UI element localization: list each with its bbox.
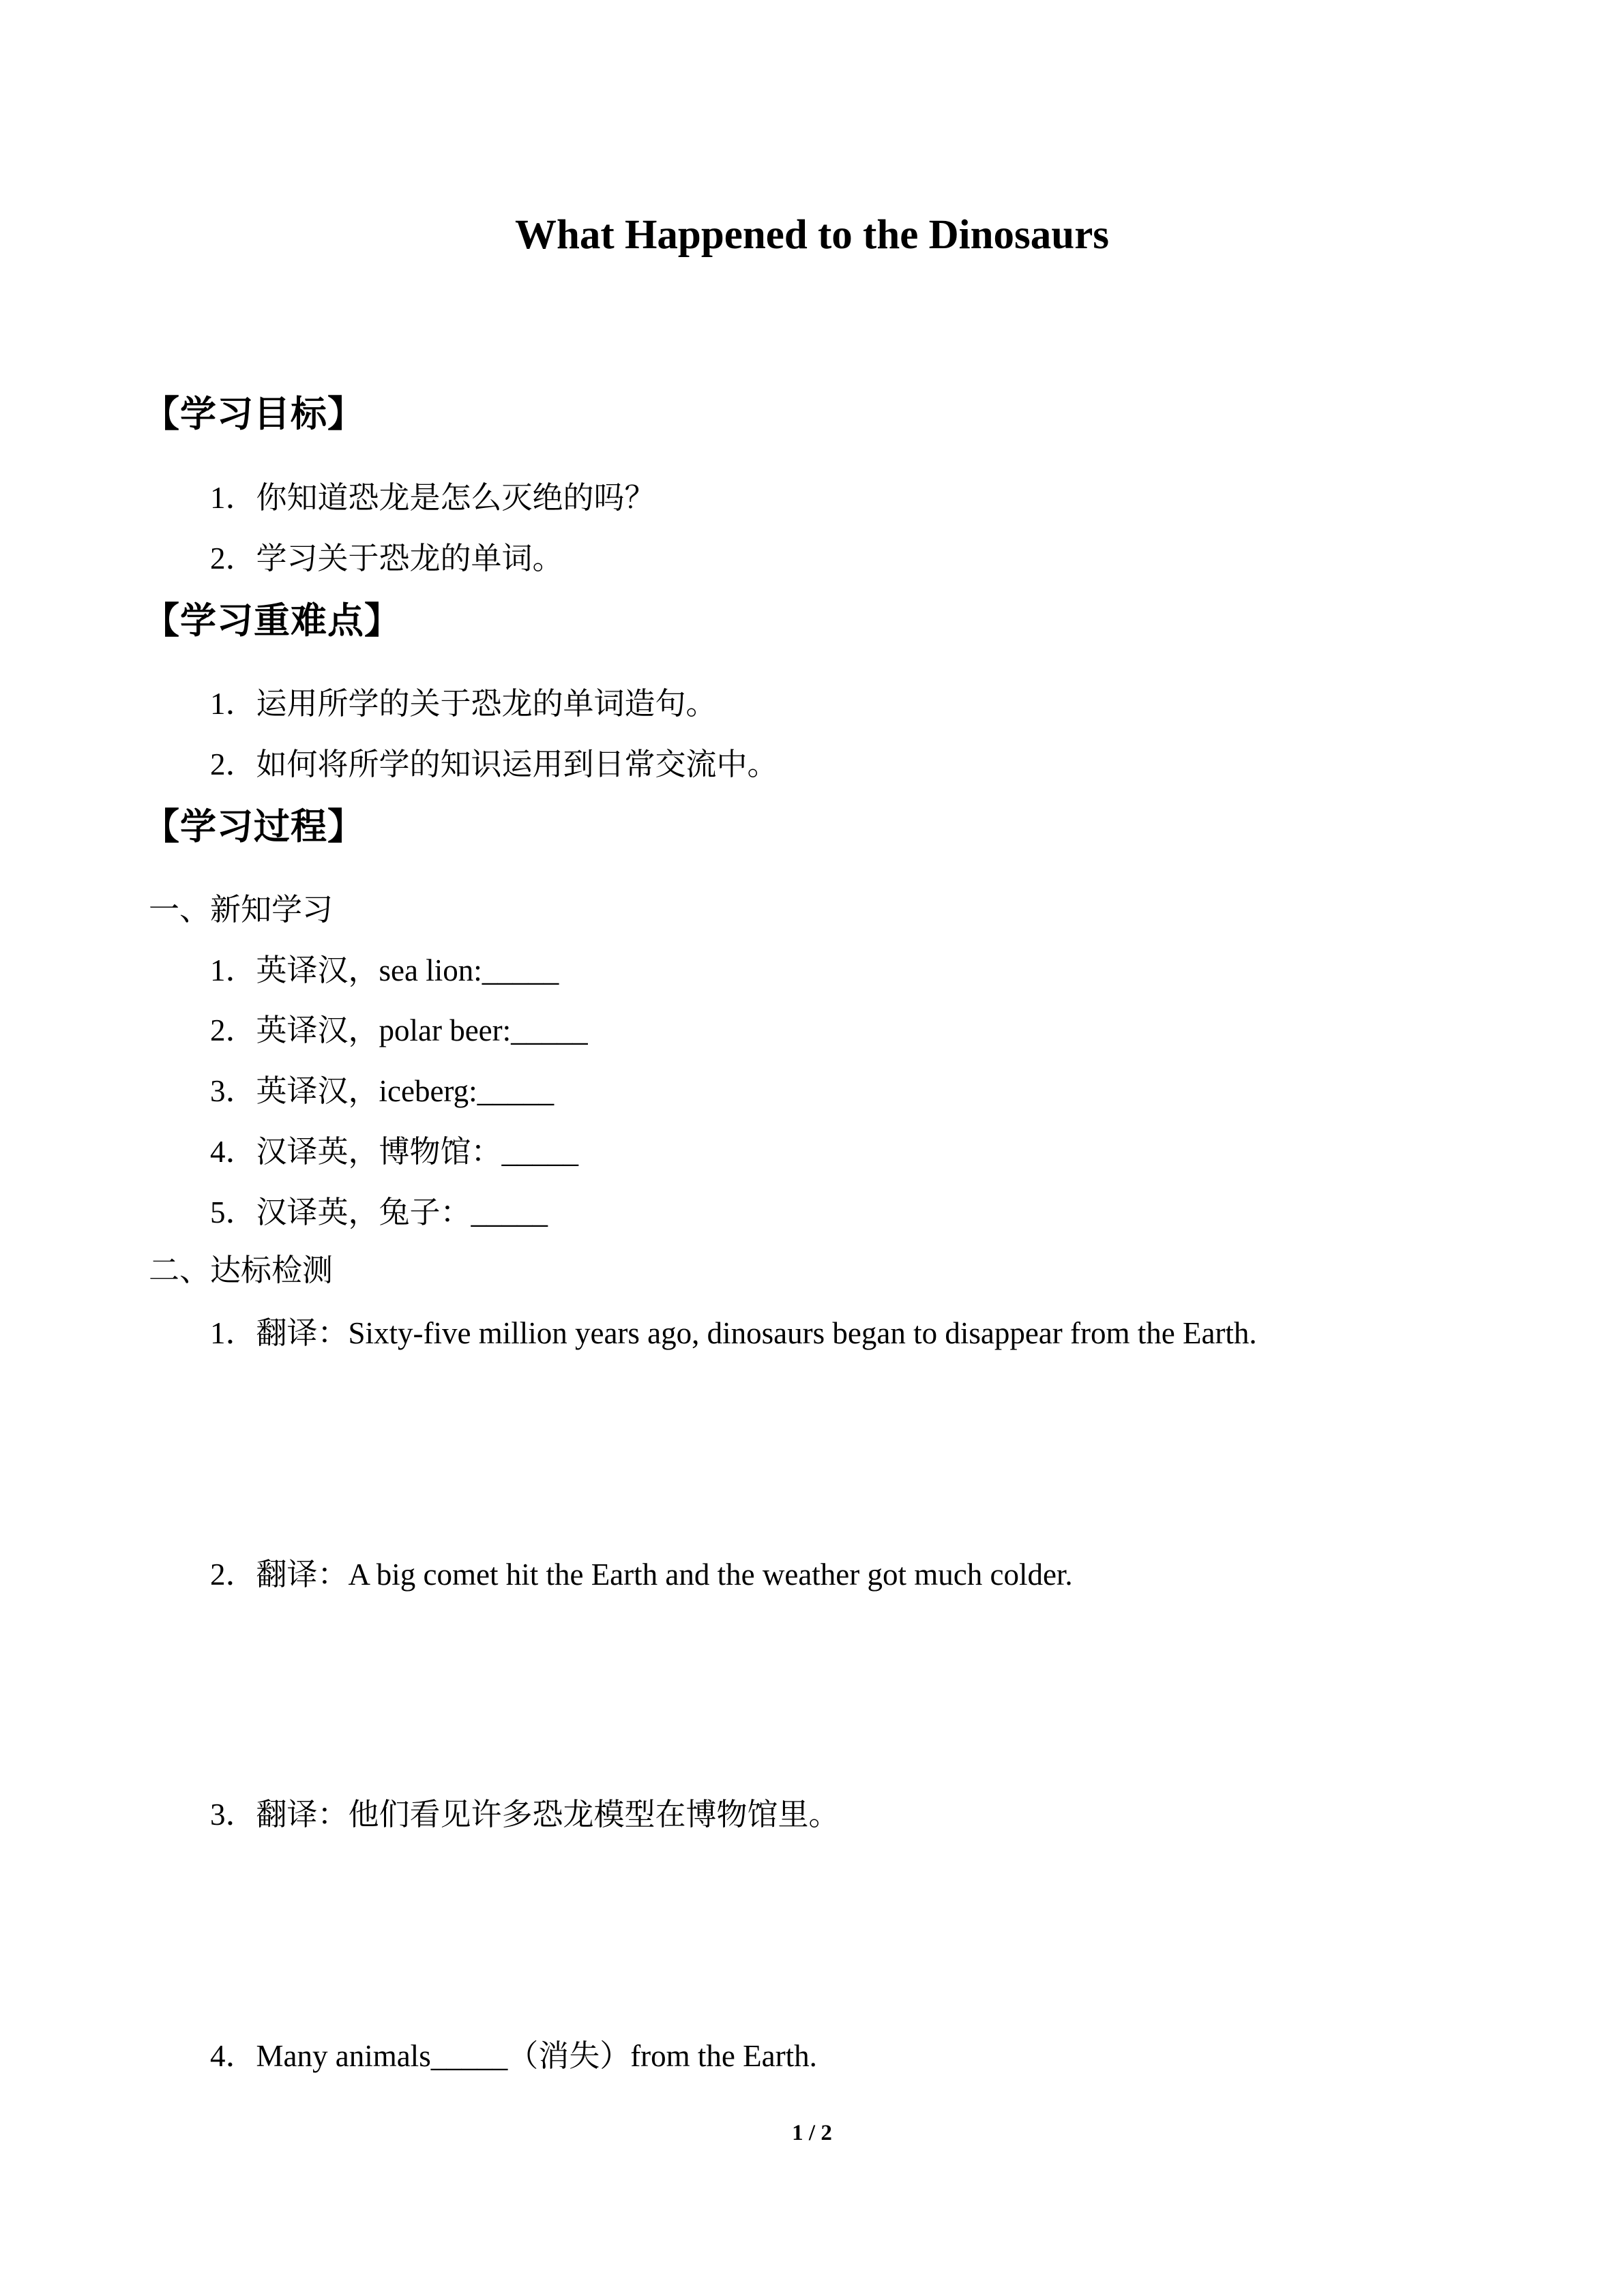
exercise-item: 4．汉译英，博物馆：_____ [210, 1135, 579, 1169]
exercise-item: 5．汉译英，兔子：_____ [210, 1195, 548, 1229]
assessment-item: 4．Many animals_____（消失）from the Earth. [210, 2039, 817, 2073]
part-heading-assessment: 二、达标检测 [149, 1253, 334, 1287]
objective-item: 1．你知道恐龙是怎么灭绝的吗？ [210, 481, 655, 515]
assessment-item: 3．翻译：他们看见许多恐龙模型在博物馆里。 [210, 1798, 840, 1832]
page-number: 1 / 2 [792, 2121, 832, 2145]
document-title: What Happened to the Dinosaurs [514, 212, 1110, 258]
key-point-item: 2．如何将所学的知识运用到日常交流中。 [210, 747, 778, 781]
exercise-item: 3．英译汉，iceberg:_____ [210, 1074, 555, 1108]
objective-item: 2．学习关于恐龙的单词。 [210, 541, 563, 576]
key-points-heading: 【学习重难点】 [143, 600, 401, 642]
exercise-item: 2．英译汉，polar beer:_____ [210, 1013, 588, 1047]
assessment-item: 2．翻译：A big comet hit the Earth and the weather got much colder. [210, 1557, 1073, 1592]
key-point-item: 1．运用所学的关于恐龙的单词造句。 [210, 687, 717, 721]
part-heading-new-knowledge: 一、新知学习 [149, 893, 334, 927]
exercise-item: 1．英译汉，sea lion:_____ [210, 953, 559, 987]
process-heading: 【学习过程】 [143, 806, 364, 848]
objectives-heading: 【学习目标】 [143, 393, 364, 435]
assessment-item: 1．翻译：Sixty-five million years ago, dinosaurs began to disappear from the Earth. [210, 1316, 1257, 1350]
